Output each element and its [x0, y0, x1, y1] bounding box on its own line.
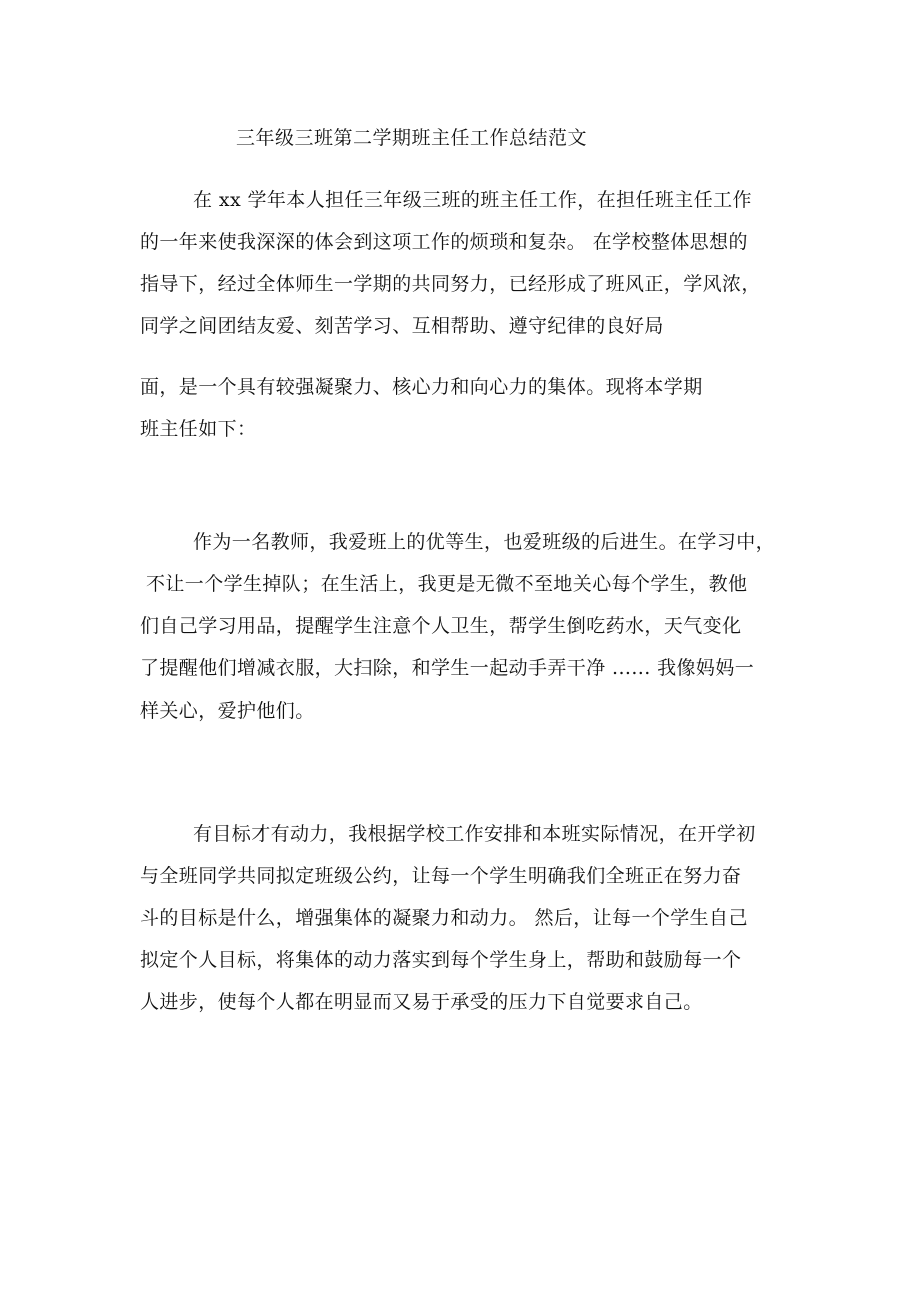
- paragraph-3-line-3: 斗的目标是什么，增强集体的凝聚力和动力。 然后，让每一个学生自己: [140, 907, 748, 929]
- paragraph-2-line-4: 了提醒他们增减衣服，大扫除，和学生一起动手弄干净 ...... 我像妈妈一: [140, 657, 755, 679]
- paragraph-3-line-4: 拟定个人目标，将集体的动力落实到每个学生身上，帮助和鼓励每一个: [140, 949, 742, 971]
- paragraph-1-line-3: 指导下，经过全体师生一学期的共同努力，已经形成了班风正，学风浓，: [140, 273, 761, 295]
- paragraph-1-line-6: 班主任如下：: [140, 418, 257, 440]
- paragraph-2-line-2: 不让一个学生掉队；在生活上，我更是无微不至地关心每个学生，教他: [146, 573, 748, 595]
- paragraph-3-line-1: 有目标才有动力，我根据学校工作安排和本班实际情况，在开学初: [193, 823, 756, 845]
- paragraph-1-line-5: 面，是一个具有较强凝聚力、核心力和向心力的集体。现将本学期: [140, 376, 703, 398]
- paragraph-2-line-1: 作为一名教师，我爱班上的优等生，也爱班级的后进生。在学习中，: [193, 531, 776, 553]
- paragraph-1-line-2: 的一年来使我深深的体会到这项工作的烦琐和复杂。 在学校整体思想的: [140, 231, 748, 253]
- paragraph-3-line-2: 与全班同学共同拟定班级公约，让每一个学生明确我们全班正在努力奋: [140, 865, 742, 887]
- paragraph-1-line-1: 在 xx 学年本人担任三年级三班的班主任工作，在担任班主任工作: [193, 189, 752, 211]
- document-title: 三年级三班第二学期班主任工作总结范文: [236, 127, 588, 149]
- paragraph-3-line-5: 人进步，使每个人都在明显而又易于承受的压力下自觉要求自己。: [140, 991, 703, 1013]
- paragraph-1-line-4: 同学之间团结友爱、刻苦学习、互相帮助、遵守纪律的良好局: [140, 315, 664, 337]
- paragraph-2-line-5: 样关心，爱护他们。: [140, 700, 315, 722]
- paragraph-2-line-3: 们自己学习用品，提醒学生注意个人卫生，帮学生倒吃药水，天气变化: [140, 615, 742, 637]
